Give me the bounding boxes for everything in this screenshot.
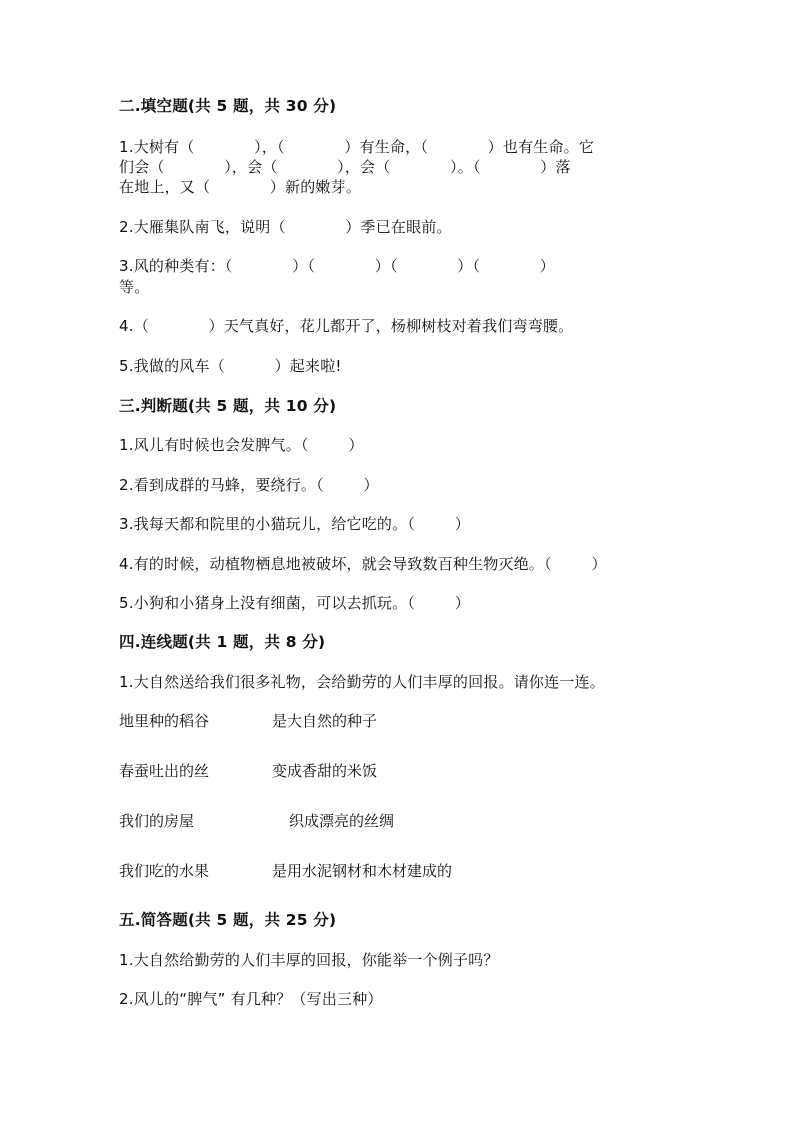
judge-item: 4.有的时候，动植物栖息地被破坏，就会导致数百种生物灭绝。（ ）	[119, 555, 607, 573]
fill-q3-line2: 等。	[119, 278, 150, 296]
match-left-item: 我们的房屋	[119, 812, 195, 830]
match-section-heading: 四.连线题(共 1 题，共 8 分)	[119, 633, 326, 651]
match-right-item: 是用水泥钢材和木材建成的	[272, 862, 453, 880]
match-left-item: 我们吃的水果	[119, 862, 210, 880]
judge-section-heading: 三.判断题(共 5 题，共 10 分)	[119, 397, 337, 415]
match-right-item: 织成漂亮的丝绸	[289, 812, 395, 830]
fill-section-heading: 二.填空题(共 5 题，共 30 分)	[119, 97, 337, 115]
match-question: 1.大自然送给我们很多礼物，会给勤劳的人们丰厚的回报。请你连一连。	[119, 673, 605, 691]
judge-item: 5.小狗和小猪身上没有细菌，可以去抓玩。（ ）	[119, 594, 470, 612]
fill-q5: 5.我做的风车（ ）起来啦!	[119, 357, 342, 375]
fill-q3-line1: 3.风的种类有：（ ）（ ）（ ）（ ）	[119, 257, 555, 275]
short-item: 1.大自然给勤劳的人们丰厚的回报，你能举一个例子吗？	[119, 951, 499, 969]
match-right-item: 是大自然的种子	[272, 712, 378, 730]
short-section-heading: 五.简答题(共 5 题，共 25 分)	[119, 911, 337, 929]
short-item: 2.风儿的“脾气” 有几种？（写出三种）	[119, 990, 383, 1008]
judge-item: 3.我每天都和院里的小猫玩儿，给它吃的。（ ）	[119, 515, 470, 533]
judge-item: 2.看到成群的马蜂，要绕行。（ ）	[119, 476, 379, 494]
match-left-item: 春蚕吐出的丝	[119, 762, 210, 780]
fill-q4: 4.（ ）天气真好，花儿都开了，杨柳树枝对着我们弯弯腰。	[119, 317, 574, 335]
fill-q1-line1: 1.大树有（ ），（ ）有生命，（ ）也有生命。它	[119, 138, 595, 156]
match-left-item: 地里种的稻谷	[119, 712, 210, 730]
judge-item: 1.风儿有时候也会发脾气。（ ）	[119, 436, 364, 454]
fill-q1-line2: 们会（ ），会（ ），会（ ）。（ ）落	[119, 158, 571, 176]
fill-q1-line3: 在地上，又（ ）新的嫩芽。	[119, 178, 362, 196]
match-right-item: 变成香甜的米饭	[272, 762, 378, 780]
fill-q2: 2.大雁集队南飞，说明（ ）季已在眼前。	[119, 218, 452, 236]
